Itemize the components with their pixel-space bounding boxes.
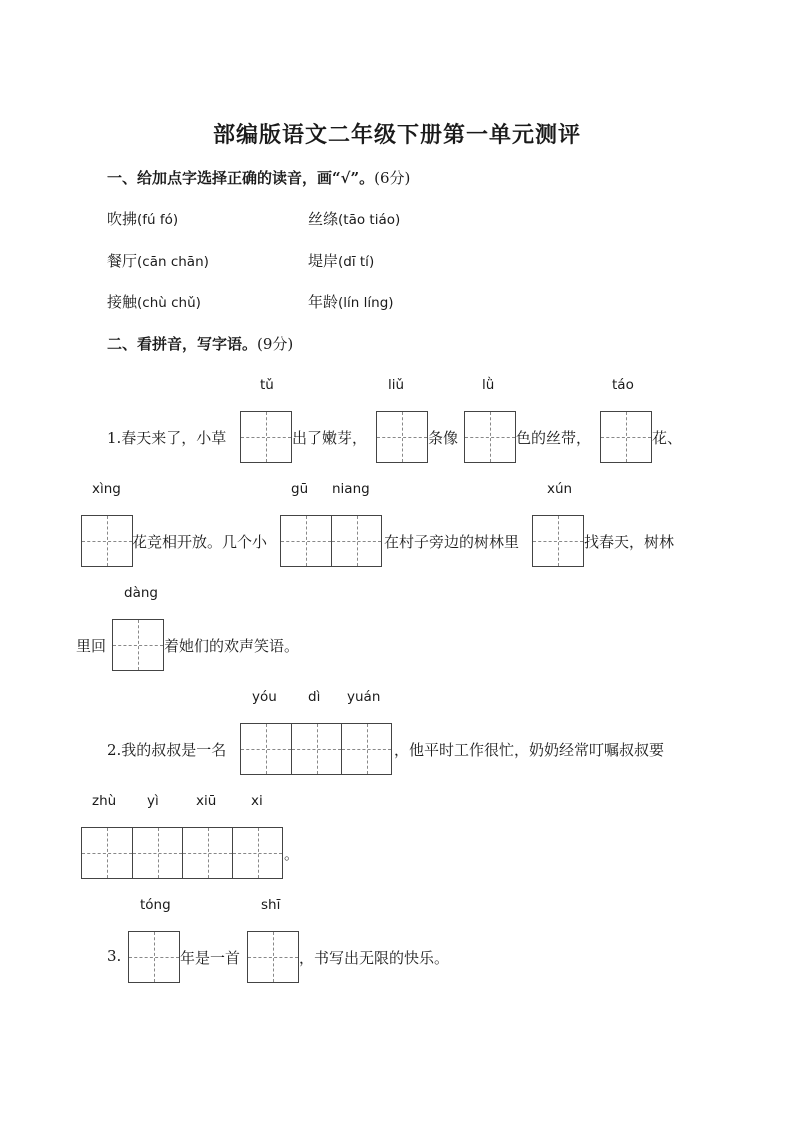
grid-cell[interactable]	[248, 932, 298, 982]
grid-cell[interactable]	[132, 828, 182, 878]
sentence-text: 。	[284, 845, 300, 863]
sentence-text: 找春天，树林	[584, 533, 675, 551]
pinyin-label: dàng	[124, 585, 158, 601]
choice-options[interactable]: (cān chān)	[137, 254, 209, 270]
sentence-text: 花竞相开放。几个小	[132, 533, 268, 551]
grid-cell[interactable]	[533, 516, 583, 566]
sentence-text: 出了嫩芽，	[292, 429, 368, 447]
grid-cell[interactable]	[377, 412, 427, 462]
choice-options[interactable]: (chù chǔ)	[137, 295, 201, 311]
grid-cell[interactable]	[232, 828, 282, 878]
choice-word: 餐厅	[107, 252, 138, 270]
writing-grid[interactable]	[280, 515, 382, 567]
writing-grid[interactable]	[240, 723, 392, 775]
sentence-text: 着她们的欢声笑语。	[164, 637, 300, 655]
pinyin-label: tóng	[140, 897, 171, 913]
section1-heading	[107, 167, 410, 188]
pinyin-label: niang	[332, 481, 370, 497]
writing-grid[interactable]	[81, 827, 283, 879]
pinyin-label: dì	[308, 689, 321, 705]
writing-grid[interactable]	[240, 411, 292, 463]
pinyin-label: gū	[291, 481, 309, 497]
choice-word: 吹拂	[107, 210, 138, 228]
grid-cell[interactable]	[129, 932, 179, 982]
section1-points: (6分)	[374, 169, 411, 187]
choice-item-4	[308, 250, 374, 271]
sentence-text: 年是一首	[180, 949, 241, 967]
grid-cell[interactable]	[331, 516, 381, 566]
sentence-text: 色的丝带，	[516, 429, 592, 447]
writing-grid[interactable]	[128, 931, 180, 983]
sentence-text: 里回	[76, 637, 107, 655]
choice-item-2	[308, 208, 400, 229]
pinyin-label: zhù	[92, 793, 117, 809]
sentence-text: 花、	[652, 429, 683, 447]
choice-options[interactable]: (lín líng)	[338, 295, 394, 311]
section2-heading	[107, 333, 293, 354]
writing-grid[interactable]	[532, 515, 584, 567]
grid-cell[interactable]	[241, 412, 291, 462]
grid-cell[interactable]	[601, 412, 651, 462]
grid-cell[interactable]	[82, 828, 132, 878]
pinyin-label: yì	[147, 793, 159, 809]
choice-item-1	[107, 208, 178, 229]
choice-item-5	[107, 291, 201, 312]
writing-grid[interactable]	[112, 619, 164, 671]
pinyin-label: tǔ	[260, 377, 274, 393]
choice-item-3	[107, 250, 209, 271]
choice-word: 年龄	[308, 293, 339, 311]
pinyin-label: yóu	[252, 689, 277, 705]
writing-grid[interactable]	[600, 411, 652, 463]
grid-cell[interactable]	[82, 516, 132, 566]
sentence-text: 3.	[107, 947, 122, 965]
sentence-text: 条像	[428, 429, 459, 447]
choice-options[interactable]: (dī tí)	[338, 254, 375, 270]
pinyin-label: xún	[547, 481, 573, 497]
grid-cell[interactable]	[465, 412, 515, 462]
sentence-text: ，书写出无限的快乐。	[299, 949, 450, 967]
grid-cell[interactable]	[281, 516, 331, 566]
choice-word: 堤岸	[308, 252, 339, 270]
pinyin-label: xi	[251, 793, 263, 809]
grid-cell[interactable]	[182, 828, 232, 878]
pinyin-label: lǜ	[482, 377, 495, 393]
pinyin-label: táo	[612, 377, 634, 393]
sentence-text: 1.春天来了，小草	[107, 429, 227, 447]
pinyin-label: xiū	[196, 793, 217, 809]
section1-heading-text: 一、给加点字选择正确的读音，画“√”。	[107, 169, 375, 187]
grid-cell[interactable]	[241, 724, 291, 774]
section2-heading-text: 二、看拼音，写字语。	[107, 335, 258, 353]
choice-word: 接触	[107, 293, 138, 311]
pinyin-label: liǔ	[388, 377, 405, 393]
writing-grid[interactable]	[376, 411, 428, 463]
grid-cell[interactable]	[113, 620, 163, 670]
choice-options[interactable]: (fú fó)	[137, 212, 179, 228]
pinyin-label: yuán	[347, 689, 381, 705]
sentence-text: 2.我的叔叔是一名	[107, 741, 227, 759]
sentence-text: 在村子旁边的树林里	[384, 533, 520, 551]
choice-word: 丝绦	[308, 210, 339, 228]
grid-cell[interactable]	[341, 724, 391, 774]
pinyin-label: shī	[261, 897, 281, 913]
page-title: 部编版语文二年级下册第一单元测评	[212, 122, 581, 148]
choice-options[interactable]: (tāo tiáo)	[338, 212, 401, 228]
sentence-text: ，他平时工作很忙，奶奶经常叮嘱叔叔要	[394, 741, 665, 759]
writing-grid[interactable]	[81, 515, 133, 567]
section2-points: (9分)	[257, 335, 294, 353]
writing-grid[interactable]	[464, 411, 516, 463]
writing-grid[interactable]	[247, 931, 299, 983]
pinyin-label: xìng	[92, 481, 121, 497]
choice-item-6	[308, 291, 394, 312]
grid-cell[interactable]	[291, 724, 341, 774]
